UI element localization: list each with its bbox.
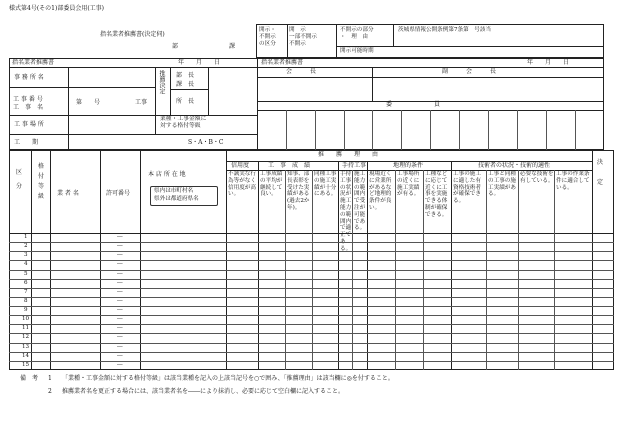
permit-number-cell[interactable]: ―	[117, 361, 123, 368]
table-row-divider	[9, 361, 614, 362]
hq-location-note: 県内は市町村名 県外は都道府県名	[154, 188, 199, 202]
permit-number-cell[interactable]: ―	[117, 243, 123, 250]
criterion-8: 工事場所の近くに施工実績が有る。	[397, 171, 420, 198]
doc-name-left: 指名業者推薦書	[12, 59, 55, 66]
permit-number-cell[interactable]: ―	[117, 261, 123, 268]
disclosure-time-label: 開示可能時期	[340, 48, 374, 54]
table-row-divider	[9, 251, 614, 252]
col-division: 区 分	[16, 169, 23, 190]
page-title: 指名業者推薦書(決定伺)	[100, 31, 165, 38]
permit-number-cell[interactable]: ―	[117, 316, 123, 323]
criterion-10: 工事の施工に適した有資格技術者が確保できる。	[453, 171, 481, 205]
disclosure-category-label: 開示・ 不開示 の区分	[259, 27, 276, 47]
table-row-divider	[9, 306, 614, 307]
row-number: 4	[24, 261, 28, 268]
table-row-divider	[9, 333, 614, 334]
permit-number-cell[interactable]: ―	[117, 307, 123, 313]
grade-options[interactable]: S・A・B・C	[188, 139, 224, 146]
table-row-divider	[9, 352, 614, 353]
criterion-2: 工事成績の平均が継続して良い。	[260, 171, 283, 198]
row-number: 6	[24, 279, 28, 286]
row-number: 3	[24, 252, 28, 259]
criterion-5: 手持工事の状況が施工能力の範囲内で適正である。	[340, 171, 352, 252]
note-1: 「業種・工事金額に対する格付等級」は該当業種を記入の上該当記号を○で囲み、「推薦理由」は該当欄に◎を付すること。	[62, 375, 394, 382]
table-row-divider	[9, 242, 614, 243]
group-geography: 地理的条件	[393, 162, 424, 169]
row-number: 7	[24, 288, 28, 295]
row-number: 10	[22, 316, 30, 323]
row-number: 8	[24, 297, 28, 304]
work-place-label: 工 事 場 所	[14, 121, 44, 128]
grade-label: 業種・工事金額に 対する格付等級	[160, 116, 207, 130]
group-work-results: 工 事 成 績	[268, 162, 311, 169]
permit-number-cell[interactable]: ―	[117, 252, 123, 259]
nondisclosure-reason-value: 茨城県情報公開条例第7条第 号該当	[398, 27, 492, 33]
group-technical: 技術者の状況・技術的適性	[478, 162, 551, 169]
chair-label: 会 長	[286, 68, 317, 75]
date-right: 年 月 日	[527, 59, 570, 66]
work-period-label: 工 期	[14, 139, 39, 146]
dept-head-label: 部 長	[176, 72, 195, 79]
row-number: 13	[22, 343, 30, 350]
criterion-9: 工種などに応じて近くに工事を実施できる体制が確保できる。	[425, 171, 448, 218]
table-row-divider	[9, 279, 614, 280]
criterion-7: 現場近くに営業所があるなど地理的条件が良い。	[369, 171, 392, 211]
col-company-name: 業 者 名	[57, 190, 79, 197]
work-number-label: 工 事 番 号 工 事 名	[13, 96, 44, 111]
note-1-number: 1	[48, 375, 52, 382]
row-number: 1	[24, 234, 28, 240]
row-number: 9	[24, 307, 28, 313]
group-credibility: 信用度	[231, 162, 250, 169]
criterion-4: 同種工事の施工実績が十分にある。	[314, 171, 337, 198]
table-row-divider	[9, 288, 614, 289]
dept-label: 部	[172, 43, 179, 50]
row-number: 5	[24, 270, 28, 277]
doc-name-right: 指名業者推薦書	[261, 59, 304, 66]
criterion-11: 工事と同種の工事の施工実績がある。	[488, 171, 516, 198]
note-2-number: 2	[48, 388, 52, 395]
reason-header: 推 薦 理 由	[318, 151, 379, 158]
notes-label: 備 考	[20, 375, 39, 382]
members-label: 委 員	[386, 101, 441, 108]
vice-chair-label: 副 会 長	[442, 68, 497, 75]
director-label: 所 長	[176, 98, 195, 105]
recommend-decide-label: 推薦決定	[158, 70, 165, 94]
office-name-label: 事 務 所 名	[14, 74, 44, 81]
criterion-12: 必要な技術を有している。	[520, 171, 554, 184]
col-permit-no: 許可番号	[106, 190, 131, 197]
permit-number-cell[interactable]: ―	[117, 270, 123, 277]
criterion-6: 施工能力の範囲内で受注が可能である。	[354, 171, 366, 232]
note-2: 推薦業者名を更正する場合には、該当業者名を――により抹消し、必要に応じて空白欄に記入すること。	[62, 388, 345, 395]
form-id: 様式第4号(その1)部委員会用(工事)	[9, 5, 104, 12]
criterion-3: 知事、部長表彰を受けた実績がある(過去2か年)。	[287, 171, 310, 211]
section-label: 課	[229, 43, 236, 50]
table-row-divider	[9, 297, 614, 298]
permit-number-cell[interactable]: ―	[117, 234, 123, 240]
permit-number-cell[interactable]: ―	[117, 279, 123, 286]
criterion-1: 不誠実な行為等がなく信用度が高い。	[228, 171, 256, 198]
work-number-value[interactable]: 第 号	[76, 99, 101, 106]
permit-number-cell[interactable]: ―	[117, 343, 123, 350]
permit-number-cell[interactable]: ―	[117, 297, 123, 304]
permit-number-cell[interactable]: ―	[117, 334, 123, 341]
section-head-label: 課 長	[176, 81, 195, 88]
table-row-divider	[9, 343, 614, 344]
table-row-divider	[9, 270, 614, 271]
row-number: 2	[24, 243, 28, 250]
col-rank: 格 付 等 級	[38, 163, 45, 200]
row-number: 11	[22, 325, 30, 332]
table-row-divider	[9, 315, 614, 316]
col-hq-location: 本 店 所 在 地	[148, 171, 186, 178]
nondisclosure-reason-label: 不開示の部分 ・ 理 由	[340, 27, 374, 40]
disclosure-options[interactable]: 開 示 一部不開示 不開示	[289, 27, 317, 47]
permit-number-cell[interactable]: ―	[117, 288, 123, 295]
group-workload: 手持工事	[342, 162, 367, 169]
row-number: 15	[22, 361, 30, 368]
permit-number-cell[interactable]: ―	[117, 352, 123, 359]
col-decision: 決 定	[597, 159, 604, 186]
work-suffix: 工事	[135, 99, 148, 106]
table-row-divider	[9, 260, 614, 261]
permit-number-cell[interactable]: ―	[117, 325, 123, 332]
criterion-13: 工事の作業条件に適合している。	[556, 171, 590, 191]
row-number: 14	[22, 352, 30, 359]
date-left: 年 月 日	[178, 59, 221, 66]
row-number: 12	[22, 334, 30, 341]
table-row-divider	[9, 324, 614, 325]
